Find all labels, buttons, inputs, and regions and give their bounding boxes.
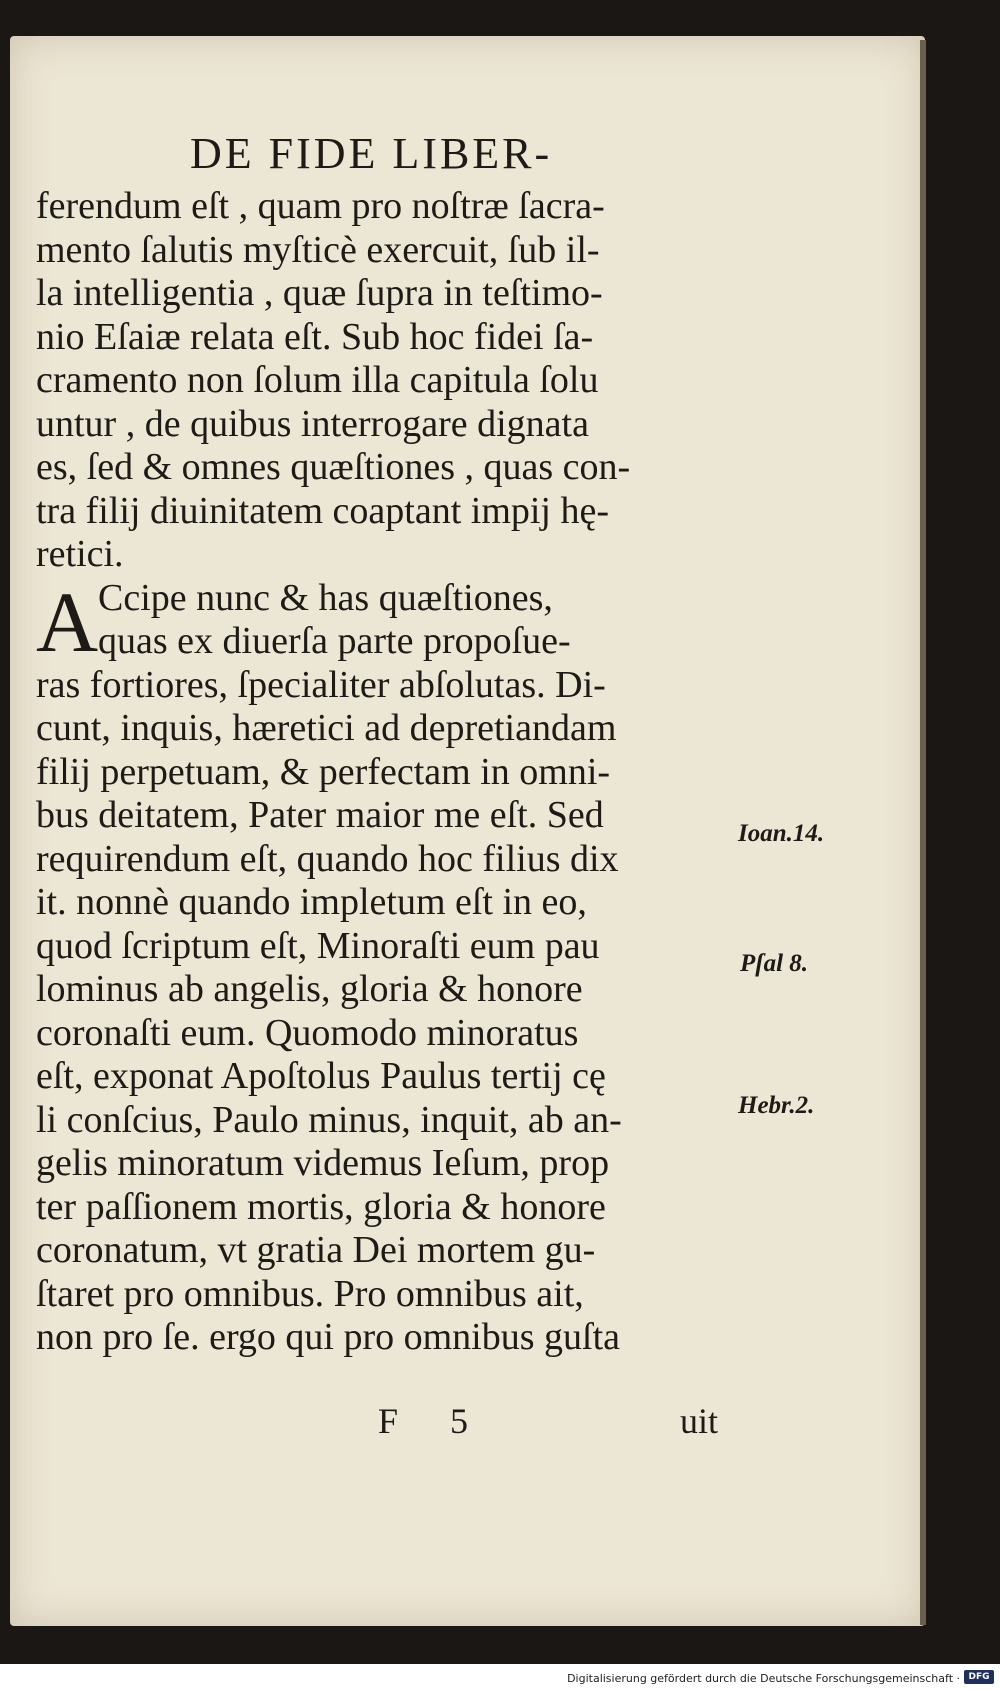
page-edge [920,40,926,1625]
text-line: bus deitatem, Pater maior me eſt. Sed [36,794,604,836]
margin-note-psal: Pſal 8. [740,950,809,977]
text-line: requirendum eſt, quando hoc filius dix [36,837,619,880]
paragraph-2 [36,573,736,1360]
text-line: ter paſſionem mortis, gloria & honore [36,1185,606,1228]
text-line: la intelligentia , quæ ſupra in teſtimo- [36,272,603,314]
text-line: coronaſti eum. Quomodo minoratus [36,1011,579,1054]
text-line: es, ſed & omnes quæſtiones , quas con- [36,446,631,488]
text-line: ſtaret pro omnibus. Pro omnibus ait, [36,1272,584,1315]
margin-note-ioan: Ioan.14. [738,820,825,847]
text-line: non pro ſe. ergo qui pro omnibus guſta [36,1316,621,1358]
text-line: filij perpetuam, & perfectam in omni- [36,750,611,793]
paragraph-1 [36,185,736,577]
signature-number: 5 [450,1401,468,1441]
catchword: uit [680,1401,719,1441]
text-line: Ccipe nunc & has quæſtiones, [98,576,553,619]
text-line: nio Eſaiæ relata eſt. Sub hoc fidei ſa- [36,315,594,358]
text-line: ras fortiores, ſpecialiter abſolutas. Di- [36,663,606,706]
dfg-logo: DFG [964,1670,994,1684]
text-line: gelis minoratum videmus Ieſum, prop [36,1142,610,1184]
text-line: untur , de quibus interrogare dignata [36,402,589,445]
body-text [36,185,736,1360]
footer-credit: Digitalisierung gefördert durch die Deutsche Forschungsgemeinschaft · [567,1672,960,1685]
text-line: li conſcius, Paulo minus, inquit, ab an- [36,1098,622,1141]
text-line: retici. [36,533,124,575]
drop-capital: A [36,573,99,670]
margin-note-hebr: Hebr.2. [738,1092,815,1119]
text-line: cunt, inquis, hæretici ad depretiandam [36,707,617,749]
text-line: eſt, exponat Apoſtolus Paulus tertij cę [36,1055,606,1097]
text-line: coronatum, vt gratia Dei mortem gu- [36,1229,596,1271]
text-line: tra filij diuinitatem coaptant impij hę- [36,489,610,532]
text-line: it. nonnè quando impletum eſt in eo, [36,881,587,923]
text-line: quas ex diuerſa parte propoſue- [98,620,571,662]
running-head: DE FIDE LIBER- [190,129,553,178]
text-line: mento ſalutis myſticè exercuit, ſub il- [36,228,600,271]
text-line: cramento non ſolum illa capitula ſolu [36,359,599,401]
text-line: quod ſcriptum eſt, Minoraſti eum pau [36,924,600,967]
text-line: ferendum eſt , quam pro noſtræ ſacra- [36,185,605,227]
text-line: lominus ab angelis, gloria & honore [36,968,583,1010]
signature-mark: F [378,1401,399,1441]
